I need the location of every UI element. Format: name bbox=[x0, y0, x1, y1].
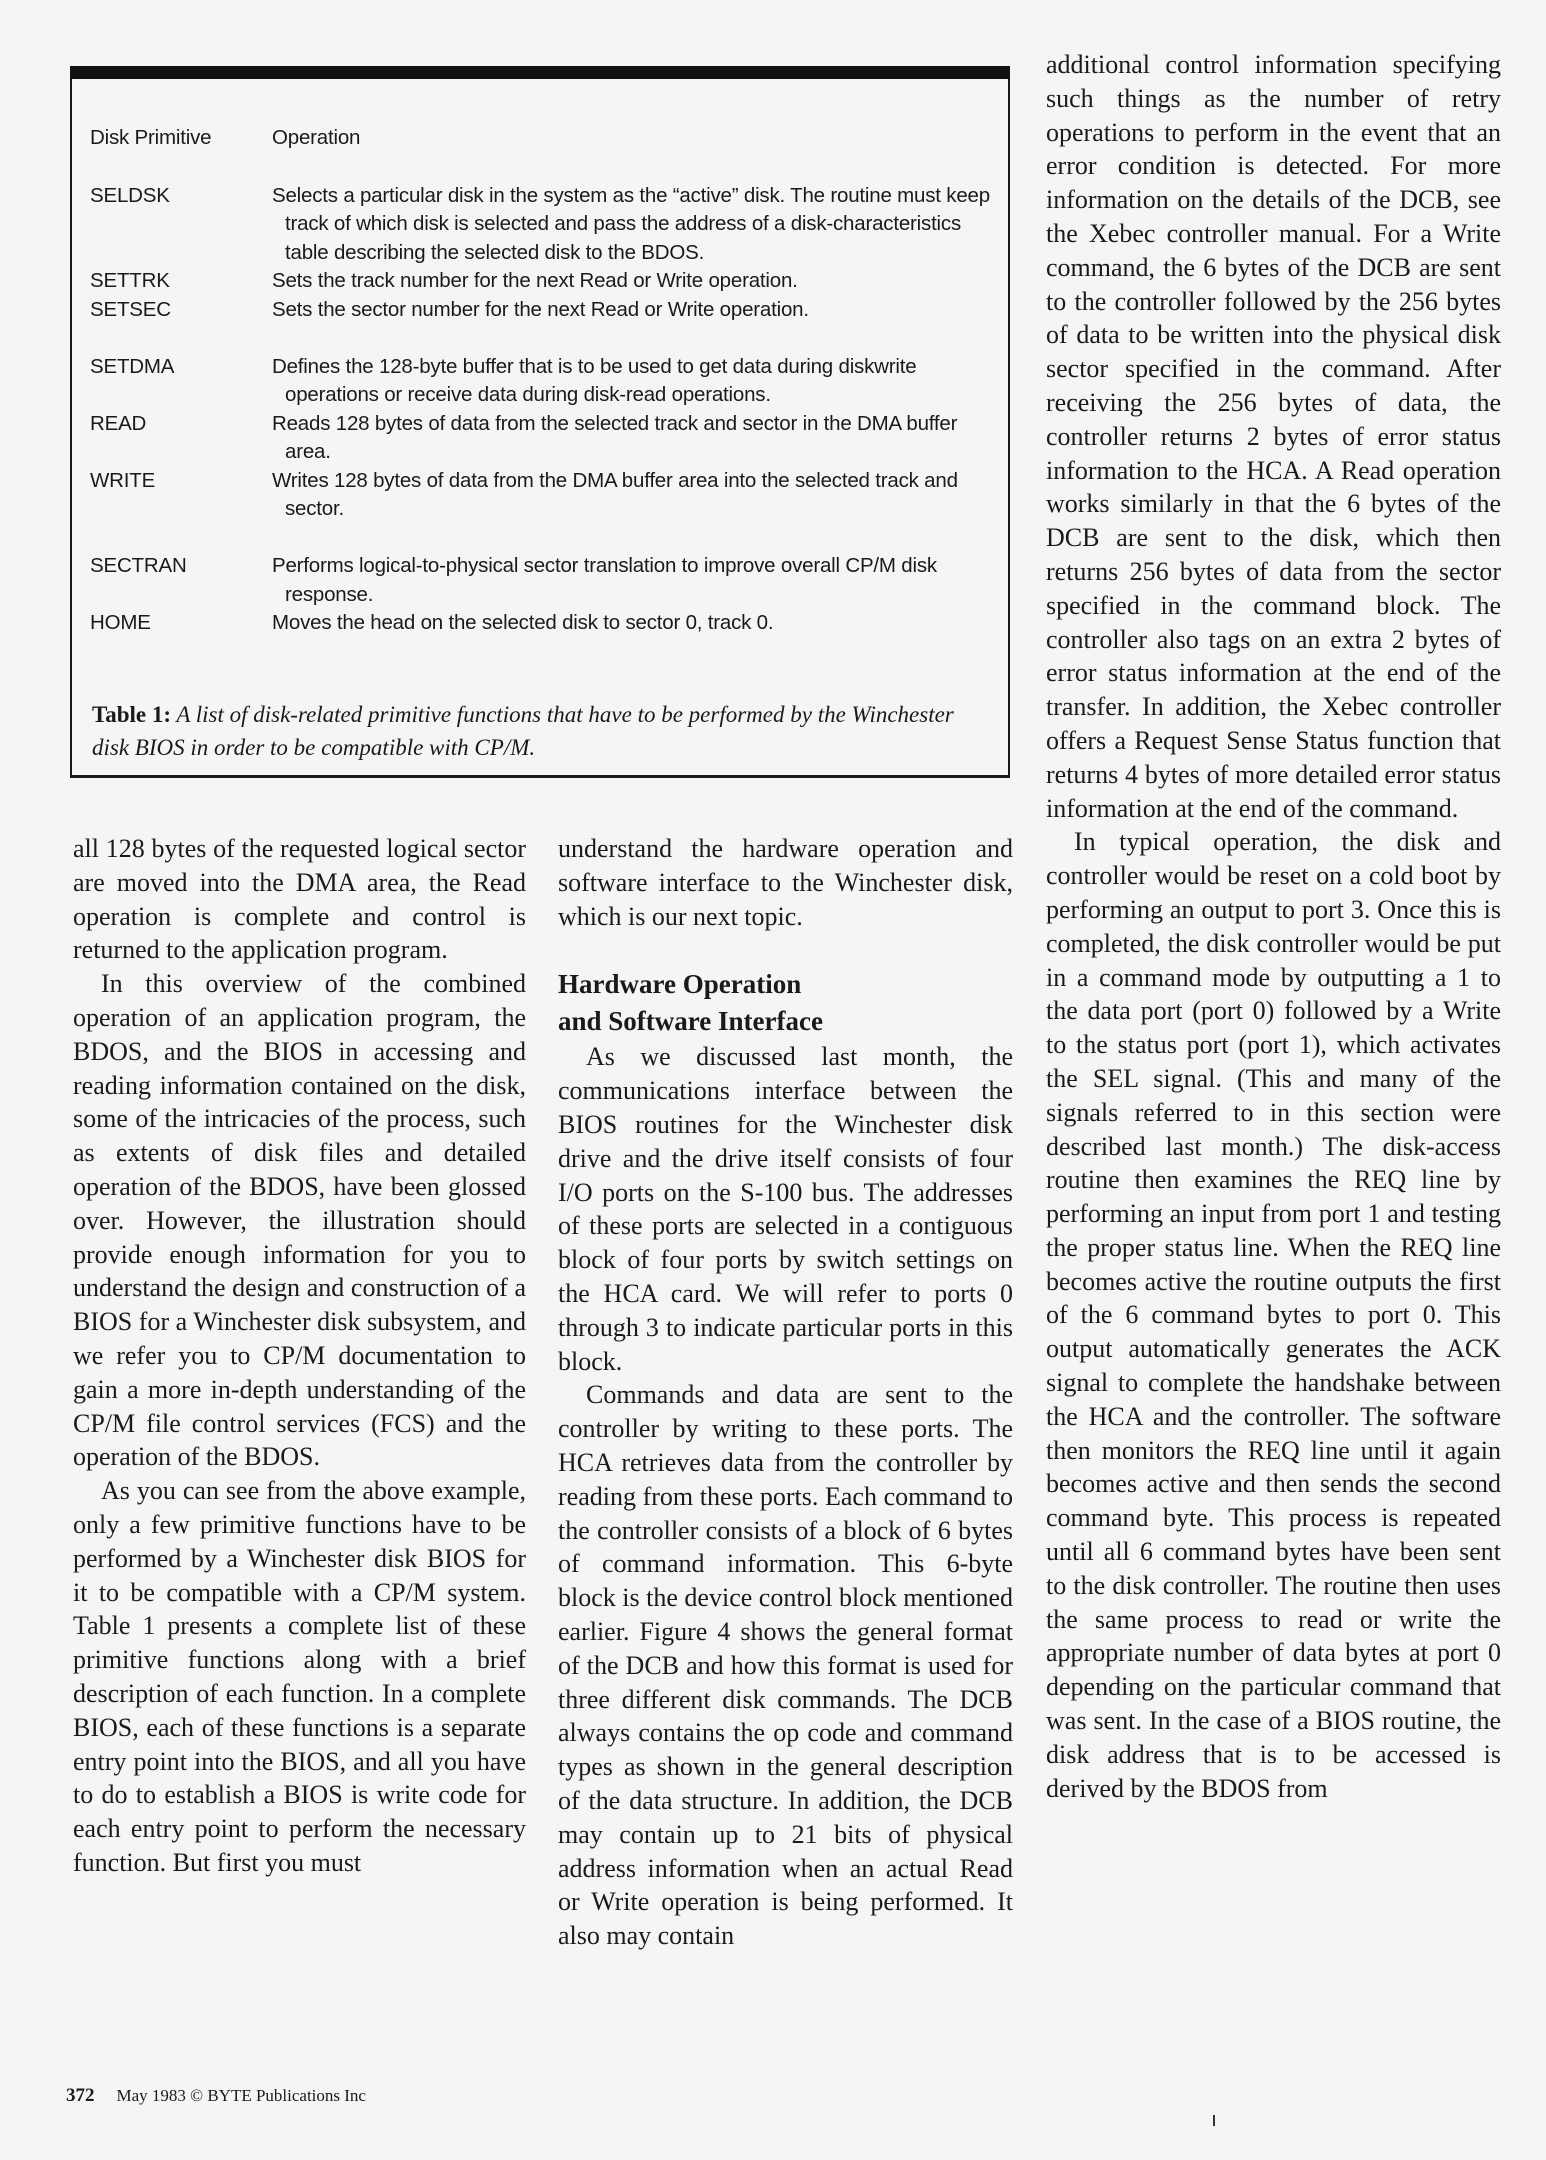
table-row-gap bbox=[90, 524, 994, 553]
paragraph: Commands and data are sent to the controller by writing to these ports. The HCA retrieves data from the controller by reading from these ports. Each command to the controller consists of a block of 6 bytes of command information. This 6-byte block is the device control block mentioned earlier. Figure 4 shows the general format of the DCB and how this format is used for three different disk commands. The DCB always contains the op code and command types as shown in the general description of the data structure. In addition, the DCB may contain up to 21 bits of physical address information when an actual Read or Write operation is being performed. It also may contain bbox=[558, 1380, 1013, 1951]
article-column-3 bbox=[1046, 48, 1501, 1805]
header-operation: Operation bbox=[272, 126, 361, 149]
primitive-operation: Reads 128 bytes of data from the selected track and sector in the DMA buffer area. bbox=[272, 411, 958, 463]
paragraph: As you can see from the above example, only a few primitive functions have to be performed by a Winchester disk BIOS for it to be compatible with a CP/M system. Table 1 presents a complete list of these primitive functions along with a brief description of each function. In a complete BIOS, each of these functions is a separate entry point into the BIOS, and all you have to do to establish a BIOS is write code for each entry point to perform the necessary function. But first you must bbox=[73, 1476, 526, 1877]
paragraph: all 128 bytes of the requested logical sector are moved into the DMA area, the Read operation is complete and control is returned to the application program. bbox=[73, 834, 526, 965]
primitive-name: SETTRK bbox=[90, 269, 170, 292]
primitive-name: SETSEC bbox=[90, 297, 171, 321]
table-caption-text: A list of disk-related primitive functions that have to be performed by the Winchester disk BIOS in order to be compatible with CP/M. bbox=[92, 702, 954, 760]
table-caption-label: Table 1: bbox=[92, 702, 172, 727]
primitive-name: SELDSK bbox=[90, 183, 170, 207]
publication-credit: May 1983 © BYTE Publications Inc bbox=[116, 2086, 366, 2105]
primitive-operation: Performs logical-to-physical sector translation to improve overall CP/M disk response. bbox=[272, 554, 937, 606]
section-heading bbox=[558, 966, 1013, 1040]
paragraph: In this overview of the combined operation of an application program, the BDOS, and the BIOS in accessing and reading information contained on the disk, some of the intricacies of the process, such as extents of disk files and detailed operation of the BDOS, have been glossed over. However, the illustration should provide enough information for you to understand the design and construction of a BIOS for a Winchester disk subsystem, and we refer you to CP/M documentation to gain a more in-depth understanding of the CP/M file control services (FCS) and the operation of the BDOS. bbox=[73, 969, 526, 1472]
table-caption bbox=[92, 698, 996, 764]
table-row bbox=[90, 609, 994, 638]
page-number: 372 bbox=[66, 2085, 95, 2106]
table-row bbox=[90, 267, 994, 296]
header-disk-primitive: Disk Primitive bbox=[90, 126, 212, 149]
table-header-row bbox=[90, 124, 994, 153]
margin-mark bbox=[1213, 2115, 1215, 2126]
paragraph: In typical operation, the disk and controller would be reset on a cold boot by performing an output to port 3. Once this is completed, the disk controller would be put in a command mode by outputting a 1 to the data port (port 0) followed by a Write to the status port (port 1), which activates the SEL signal. (This and many of the signals referred to in this section were described last month.) The disk-access routine then examines the REQ line by performing an input from port 1 and testing the proper status line. When the REQ line becomes active the routine outputs the first of the 6 command bytes to port 0. This output automatically generates the ACK signal to complete the handshake between the HCA and the controller. The software then monitors the REQ line until it again becomes active and then sends the second command byte. This process is repeated until all 6 command bytes have been sent to the disk controller. The routine then uses the same process to read or write the appropriate number of data bytes at port 0 depending on the particular command that was sent. In the case of a BIOS routine, the disk address that is to be accessed is derived by the BDOS from bbox=[1046, 827, 1501, 1803]
article-column-1 bbox=[73, 832, 526, 1880]
disk-primitives-table bbox=[90, 124, 994, 638]
section-heading-line-1: Hardware Operation bbox=[558, 969, 802, 1000]
table-row bbox=[90, 467, 994, 524]
table-row-gap bbox=[90, 324, 994, 353]
table-row bbox=[90, 296, 994, 325]
page-footer bbox=[66, 2085, 366, 2107]
primitive-operation: Selects a particular disk in the system as the “active” disk. The routine must keep track of which disk is selected and pass the address of a disk-characteristics table describing the selected disk to the BDOS. bbox=[272, 183, 990, 264]
primitive-operation: Sets the track number for the next Read or Write operation. bbox=[272, 269, 798, 292]
paragraph: understand the hardware operation and software interface to the Winchester disk, which is our next topic. bbox=[558, 834, 1013, 931]
article-column-2 bbox=[558, 832, 1013, 1953]
primitive-operation: Defines the 128-byte buffer that is to be used to get data during diskwrite operations or receive data during disk-read operations. bbox=[272, 354, 917, 406]
section-heading-line-2: and Software Interface bbox=[558, 1006, 823, 1037]
paragraph: As we discussed last month, the communications interface between the BIOS routines for the Winchester disk drive and the drive itself consists of four I/O ports on the S-100 bus. The addresses of these ports are selected in a contiguous block of four ports by switch settings on the HCA card. We will refer to ports 0 through 3 to indicate particular ports in this block. bbox=[558, 1042, 1013, 1376]
table-row bbox=[90, 182, 994, 268]
table-row bbox=[90, 552, 994, 609]
paragraph: additional control information specifying such things as the number of retry operations to perform in the event that an error condition is detected. For more information on the details of the DCB, see the Xebec controller manual. For a Write command, the 6 bytes of the DCB are sent to the controller followed by the 256 bytes of data to be written into the physical disk sector specified in the command. After receiving the 256 bytes of data, the controller returns 2 bytes of error status information to the HCA. A Read operation works similarly in that the 6 bytes of the DCB are sent to the disk, which then returns 256 bytes of data from the sector specified in the command block. The controller also tags on an extra 2 bytes of error status information at the end of the transfer. In addition, the Xebec controller offers a Request Sense Status function that returns 4 bytes of more detailed error status information at the end of the command. bbox=[1046, 50, 1501, 823]
primitive-name: SECTRAN bbox=[90, 554, 187, 577]
table-top-rule bbox=[70, 66, 1010, 79]
primitive-operation: Writes 128 bytes of data from the DMA buffer area into the selected track and sector. bbox=[272, 468, 958, 520]
primitive-name: HOME bbox=[90, 611, 151, 634]
primitive-name: READ bbox=[90, 411, 147, 435]
table-row bbox=[90, 410, 994, 467]
primitive-operation: Moves the head on the selected disk to sector 0, track 0. bbox=[272, 611, 774, 634]
table-row bbox=[90, 353, 994, 410]
primitive-name: SETDMA bbox=[90, 354, 175, 378]
table-1-box bbox=[70, 66, 1010, 778]
primitive-name: WRITE bbox=[90, 468, 156, 492]
primitive-operation: Sets the sector number for the next Read or Write operation. bbox=[272, 297, 809, 321]
